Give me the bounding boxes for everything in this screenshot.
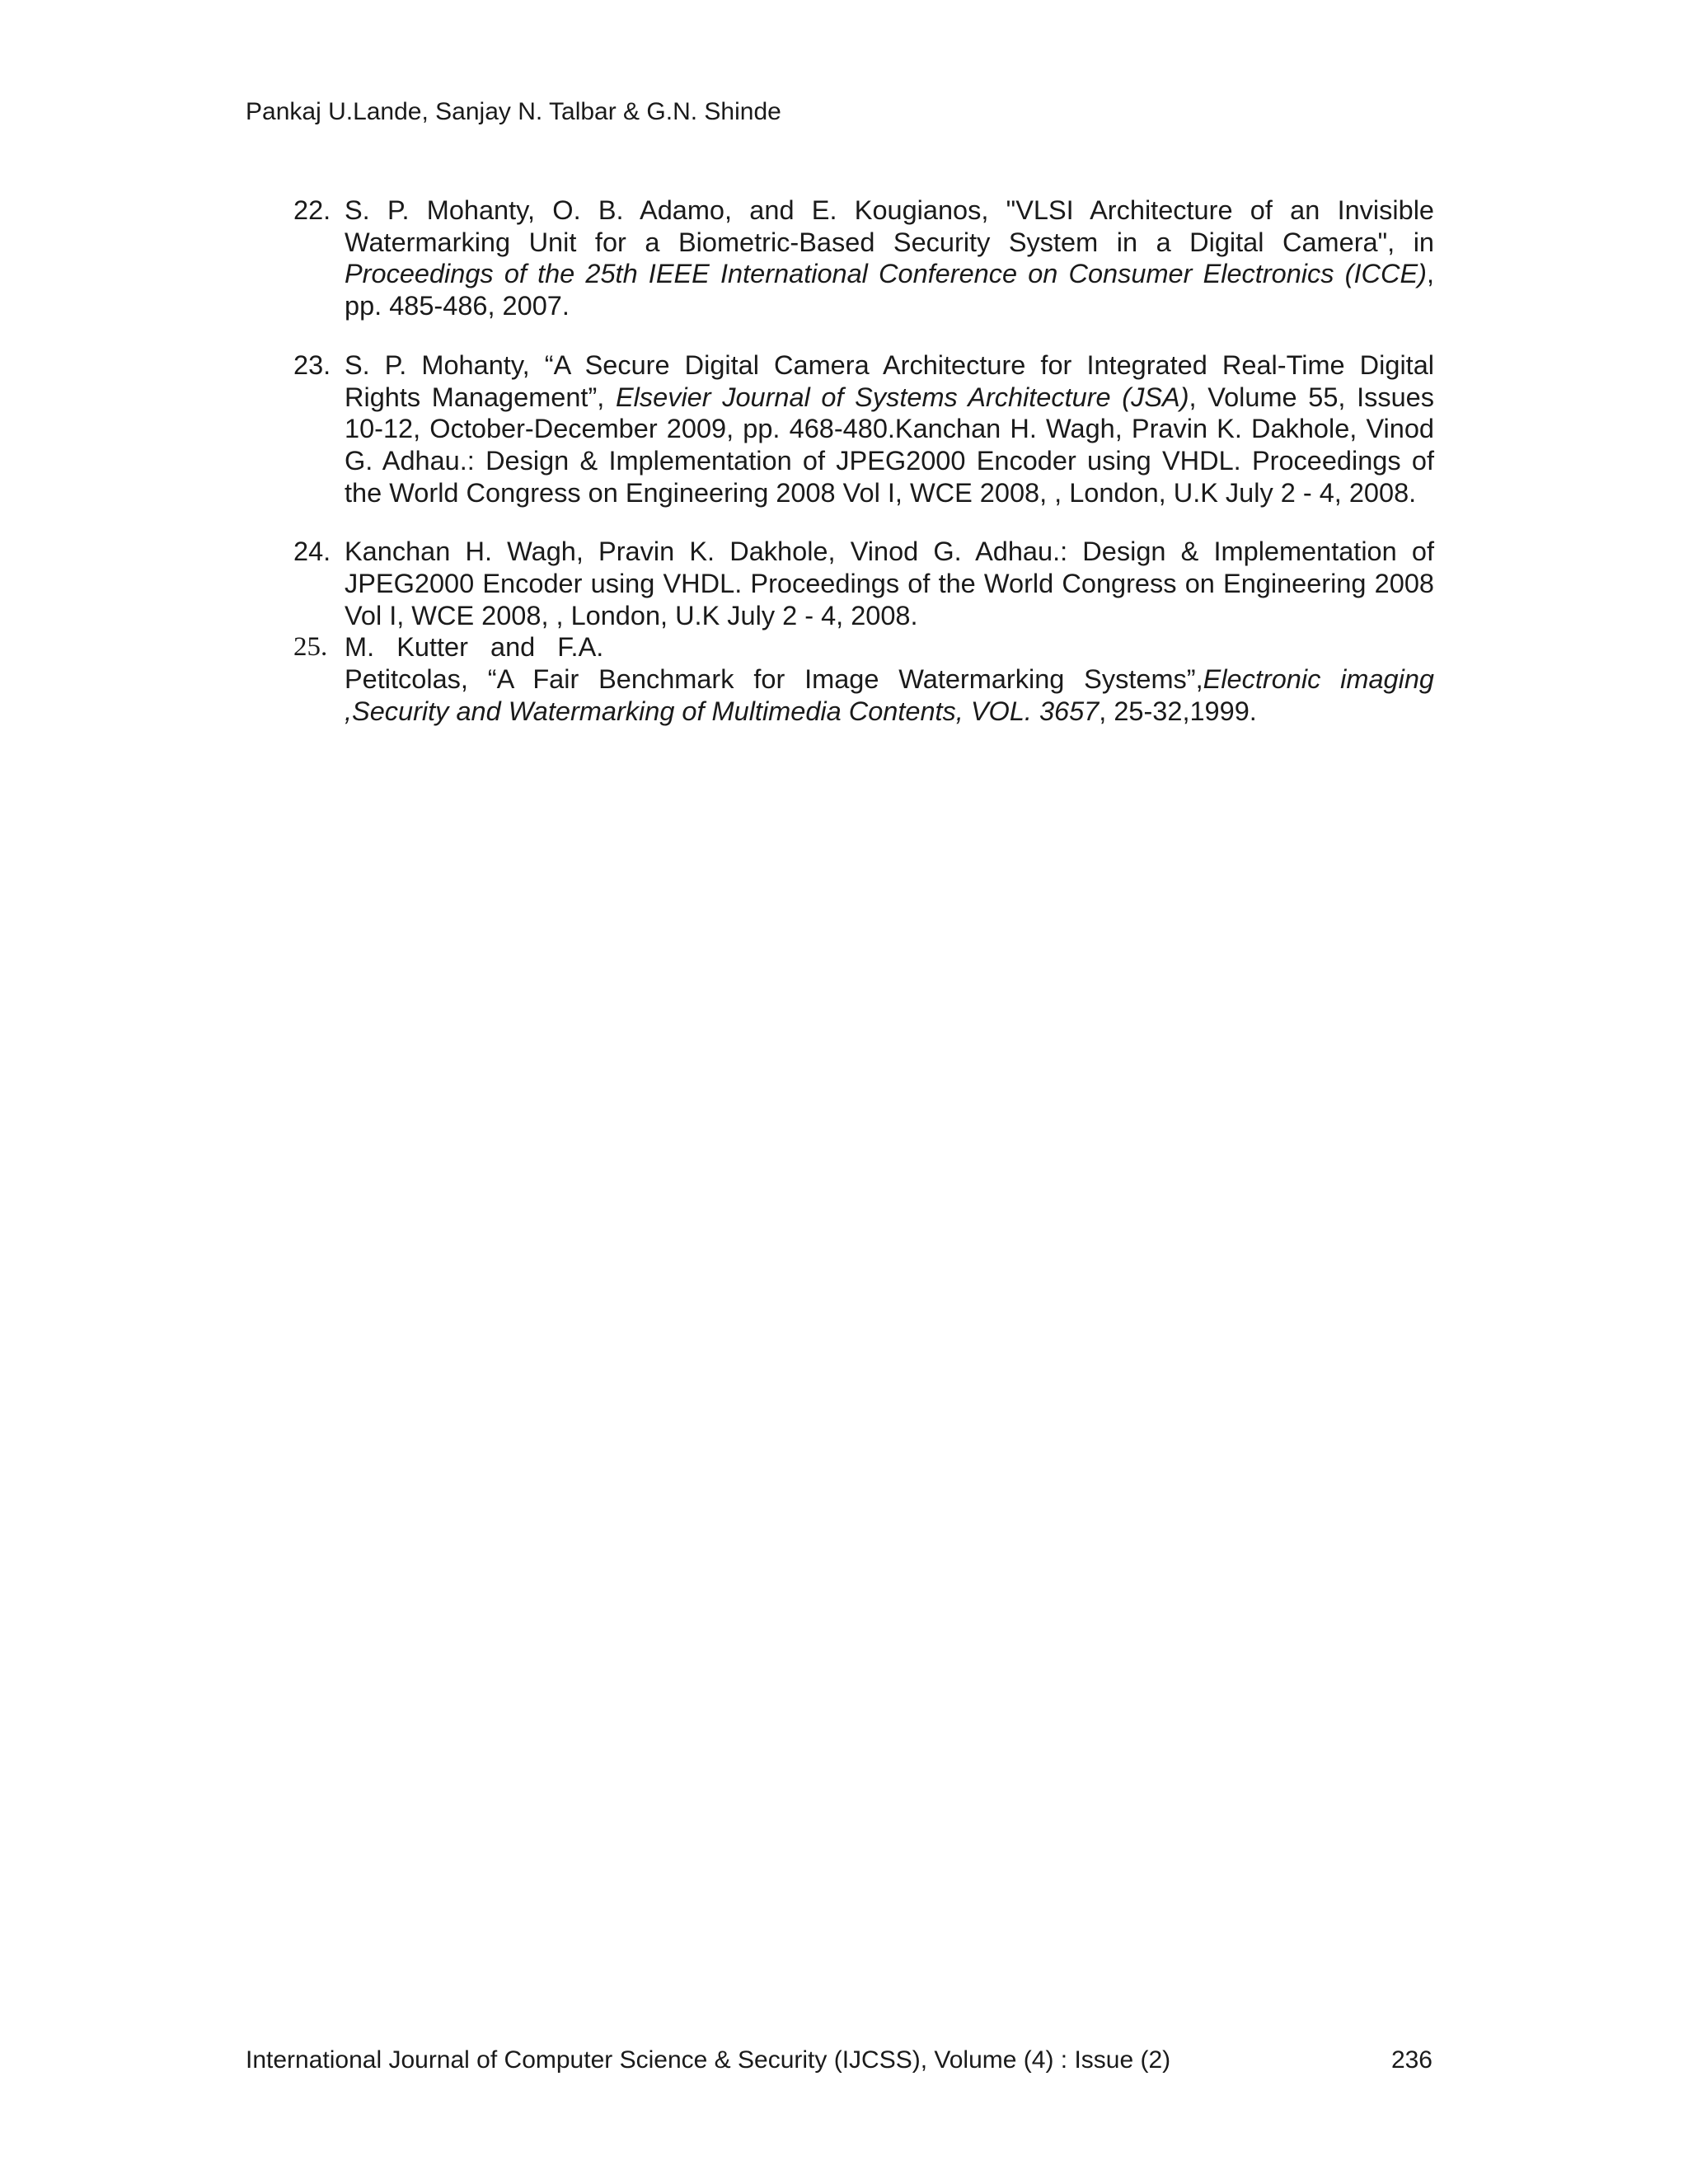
reference-list xyxy=(293,194,1434,728)
reference-text: S. P. Mohanty, O. B. Adamo, and E. Kougianos, "VLSI Architecture of an Invisible Watermarking Unit for a Biometric-Based Security System in a Digital Camera", in xyxy=(345,195,1434,257)
reference-text: Petitcolas, “A Fair Benchmark for Image Watermarking Systems”, xyxy=(345,664,1203,695)
reference-text: S. P. Mohanty, “A Secure Digital Camera Architecture for Integrated Real-Time Digital Rights Management”, xyxy=(345,349,1434,412)
reference-number: 22. xyxy=(293,195,331,225)
reference-venue: Elsevier Journal of Systems Architecture (JSA) xyxy=(615,382,1189,412)
reference-number: 23. xyxy=(293,349,331,380)
footer-journal-info: International Journal of Computer Science & Security (IJCSS), Volume (4) : Issue (2) xyxy=(246,2046,1171,2074)
page-number: 236 xyxy=(1390,2046,1432,2074)
reference-details: , 25-32,1999. xyxy=(1099,696,1257,726)
reference-authors-line: M. Kutter and F.A. xyxy=(345,632,604,663)
reference-text: Kanchan H. Wagh, Pravin K. Dakhole, Vinod G. Adhau.: Design & Implementation of JPEG2000 Encoder using VHDL. Proceedings of the World Congress on Engineering 2008 Vol I, WCE 2008, , London, U.K July 2 - 4, 2008. xyxy=(345,537,1434,630)
reference-item xyxy=(293,194,1434,322)
reference-number: 24. xyxy=(293,537,331,567)
reference-item xyxy=(293,536,1434,631)
reference-item xyxy=(293,631,1434,727)
reference-venue: Proceedings of the 25th IEEE International Conference on Consumer Electronics (ICCE) xyxy=(345,259,1427,289)
reference-venue: Electronic imaging ,Security and Watermarking of Multimedia Contents, VOL. 3657 xyxy=(345,664,1434,726)
running-header-authors: Pankaj U.Lande, Sanjay N. Talbar & G.N. Shinde xyxy=(246,98,781,125)
reference-item xyxy=(293,349,1434,509)
reference-number: 25. xyxy=(293,632,328,663)
reference-details: , Volume 55, Issues 10-12, October-December 2009, pp. 468-480.Kanchan H. Wagh, Pravin K. Dakhole, Vinod G. Adhau.: Design & Implementation of JPEG2000 Encoder using VHDL. Proceedings of the World Congress on Engineering 2008 Vol I, WCE 2008, , London, U.K July 2 - 4, 2008. xyxy=(345,382,1434,508)
reference-details: , pp. 485-486, 2007. xyxy=(345,259,1434,321)
